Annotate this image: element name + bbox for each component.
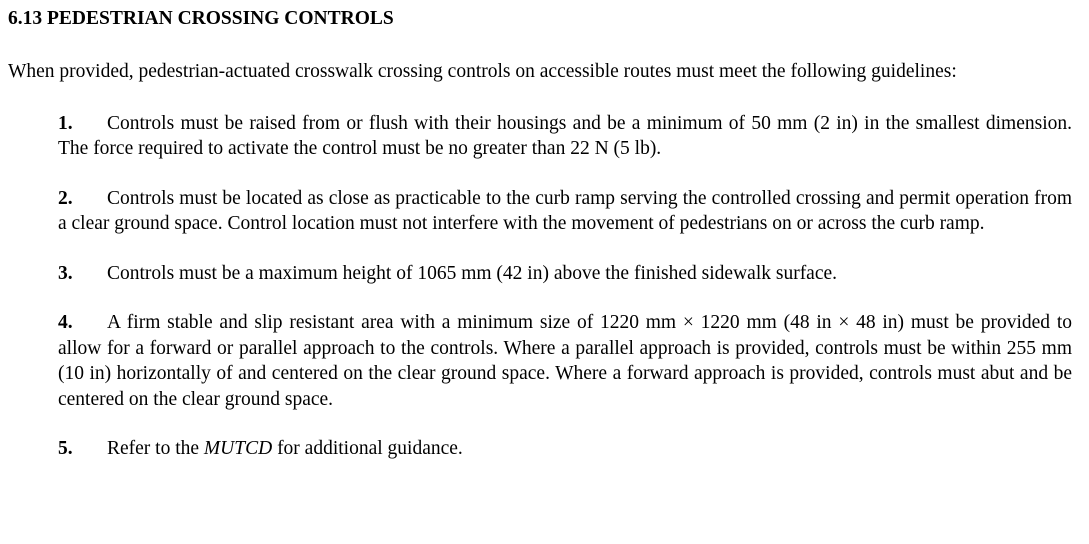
list-item: [58, 261, 1072, 287]
item-text-before: Refer to the: [107, 438, 204, 459]
section-heading: 6.13 PEDESTRIAN CROSSING CONTROLS: [8, 8, 394, 29]
guidelines-list: [8, 111, 1072, 462]
item-text-after: for additional guidance.: [272, 438, 463, 459]
list-item: [58, 310, 1072, 412]
item-text: Controls must be located as close as practicable to the curb ramp serving the controlled crossing and permit operation from a clear ground space. Control location must not interfere with the movement of pedestrians on or across the curb ramp.: [58, 187, 1072, 234]
item-number: 2.: [58, 187, 73, 209]
mutcd-reference: MUTCD: [203, 438, 273, 459]
item-text: Controls must be a maximum height of 1065 mm (42 in) above the finished sidewalk surface.: [107, 262, 838, 284]
item-number: 3.: [58, 262, 73, 284]
list-item: [58, 436, 1072, 462]
list-item: [58, 111, 1072, 162]
intro-paragraph: When provided, pedestrian-actuated crosswalk crossing controls on accessible routes must meet the following guidelines:: [8, 61, 957, 82]
item-number: 1.: [58, 112, 73, 134]
document-page: [8, 4, 1072, 462]
item-number: 5.: [58, 438, 73, 459]
item-text: A firm stable and slip resistant area with a minimum size of 1220 mm × 1220 mm (48 in × 48 in) must be provided to allow for a forward or parallel approach to the controls. Where a parallel approach is provided, controls must be within 255 mm (10 in) horizontally of and centered on the clear ground space. Where a forward approach is provided, controls must abut and be centered on the clear ground space.: [58, 312, 1072, 410]
item-text: Controls must be raised from or flush with their housings and be a minimum of 50 mm (2 in) in the smallest dimension. The force required to activate the control must be no greater than 22 N (5 lb).: [58, 112, 1072, 159]
list-item: [58, 186, 1072, 237]
item-number: 4.: [58, 312, 73, 333]
